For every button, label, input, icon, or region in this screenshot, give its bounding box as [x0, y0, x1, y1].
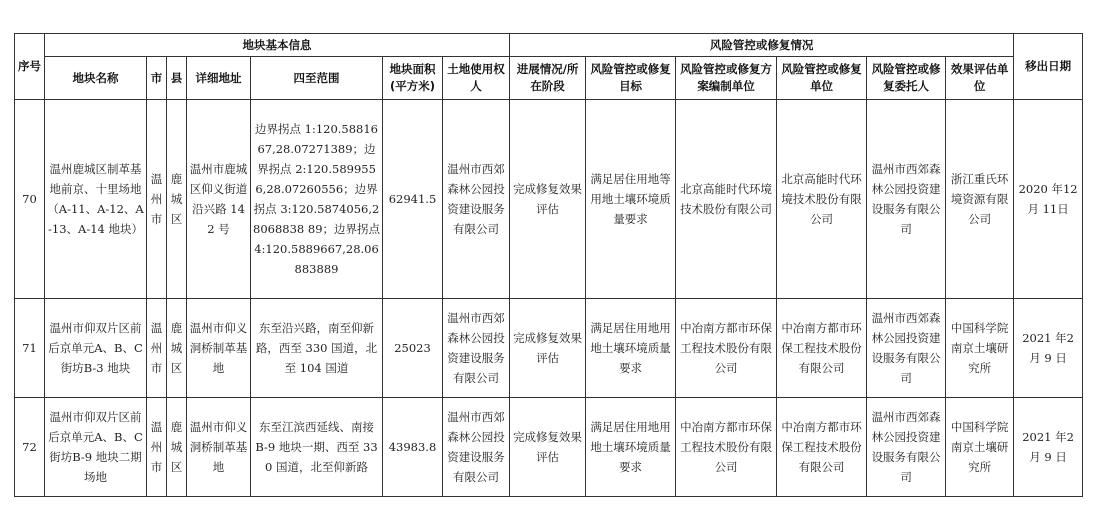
cell-area: 62941.5 — [383, 100, 443, 299]
header-site-name: 地块名称 — [45, 57, 147, 100]
cell-target: 满足居住用地等用地土壤环境质量要求 — [586, 100, 676, 299]
header-client: 风险管控或修复委托人 — [867, 57, 946, 100]
cell-stage: 完成修复效果评估 — [510, 100, 586, 299]
cell-stage: 完成修复效果评估 — [510, 398, 586, 497]
cell-client: 温州市西郊森林公园投资建设服务有限公司 — [867, 100, 946, 299]
cell-client: 温州市西郊森林公园投资建设服务有限公司 — [867, 299, 946, 398]
header-owner: 土地使用权人 — [443, 57, 510, 100]
cell-county: 鹿城区 — [167, 398, 187, 497]
header-group-risk: 风险管控或修复情况 — [510, 34, 1014, 57]
cell-city: 温州市 — [147, 398, 167, 497]
cell-eval-unit: 浙江重氏环境资源有限公司 — [946, 100, 1014, 299]
cell-target: 满足居住用地用地土壤环境质量要求 — [586, 299, 676, 398]
cell-address: 温州市仰义洞桥制革基地 — [187, 299, 251, 398]
cell-date: 2020 年12 月 11日 — [1014, 100, 1083, 299]
column-header-row — [15, 57, 1083, 100]
cell-owner: 温州市西郊森林公园投资建设服务有限公司 — [443, 299, 510, 398]
cell-boundary: 东至沿兴路，南至仰新路，西至 330 国道，北至 104 国道 — [251, 299, 383, 398]
table-row — [15, 299, 1083, 398]
cell-plan-unit: 中冶南方都市环保工程技术股份有限公司 — [676, 398, 777, 497]
cell-site-name: 温州鹿城区制革基地前京、十里场地（A-11、A-12、A-13、A-14 地块） — [45, 100, 147, 299]
table-row — [15, 100, 1083, 299]
table-row — [15, 398, 1083, 497]
group-header-row — [15, 34, 1083, 57]
cell-address: 温州市仰义洞桥制革基地 — [187, 398, 251, 497]
cell-seq: 72 — [15, 398, 45, 497]
cell-county: 鹿城区 — [167, 100, 187, 299]
cell-date: 2021 年2 月 9 日 — [1014, 299, 1083, 398]
header-repair-unit: 风险管控或修复单位 — [777, 57, 867, 100]
cell-plan-unit: 中冶南方都市环保工程技术股份有限公司 — [676, 299, 777, 398]
cell-area: 43983.8 — [383, 398, 443, 497]
cell-owner: 温州市西郊森林公园投资建设服务有限公司 — [443, 100, 510, 299]
cell-repair-unit: 中冶南方都市环保工程技术股份有限公司 — [777, 299, 867, 398]
cell-stage: 完成修复效果评估 — [510, 299, 586, 398]
header-address: 详细地址 — [187, 57, 251, 100]
cell-area: 25023 — [383, 299, 443, 398]
cell-seq: 70 — [15, 100, 45, 299]
header-stage: 进展情况/所在阶段 — [510, 57, 586, 100]
header-group-basic: 地块基本信息 — [45, 34, 510, 57]
header-boundary: 四至范围 — [251, 57, 383, 100]
header-county: 县 — [167, 57, 187, 100]
header-target: 风险管控或修复目标 — [586, 57, 676, 100]
header-city: 市 — [147, 57, 167, 100]
cell-city: 温州市 — [147, 299, 167, 398]
cell-boundary: 东至江滨西延线、南接 B-9 地块一期、西至 330 国道，北至仰新路 — [251, 398, 383, 497]
cell-site-name: 温州市仰双片区前后京单元A、B、C 街坊B-3 地块 — [45, 299, 147, 398]
header-area: 地块面积(平方米) — [383, 57, 443, 100]
cell-plan-unit: 北京高能时代环境技术股份有限公司 — [676, 100, 777, 299]
cell-boundary: 边界拐点 1:120.5881667,28.07271389；边界拐点 2:120.5899556,28.07260556；边界拐点 3:120.5874056,28068838 89；边界拐点4:120.5889667,28.06883889 — [251, 100, 383, 299]
header-seq: 序号 — [15, 34, 45, 100]
cell-eval-unit: 中国科学院南京土壤研究所 — [946, 299, 1014, 398]
header-eval-unit: 效果评估单位 — [946, 57, 1014, 100]
header-plan-unit: 风险管控或修复方案编制单位 — [676, 57, 777, 100]
cell-address: 温州市鹿城区仰义街道沿兴路 142 号 — [187, 100, 251, 299]
cell-date: 2021 年2 月 9 日 — [1014, 398, 1083, 497]
cell-owner: 温州市西郊森林公园投资建设服务有限公司 — [443, 398, 510, 497]
cell-repair-unit: 中冶南方都市环保工程技术股份有限公司 — [777, 398, 867, 497]
cell-city: 温州市 — [147, 100, 167, 299]
site-table — [14, 33, 1083, 497]
cell-repair-unit: 北京高能时代环境技术股份有限公司 — [777, 100, 867, 299]
cell-seq: 71 — [15, 299, 45, 398]
cell-target: 满足居住用地用地土壤环境质量要求 — [586, 398, 676, 497]
header-removal-date: 移出日期 — [1014, 34, 1083, 100]
cell-eval-unit: 中国科学院南京土壤研究所 — [946, 398, 1014, 497]
cell-county: 鹿城区 — [167, 299, 187, 398]
cell-site-name: 温州市仰双片区前后京单元A、B、C 街坊B-9 地块二期场地 — [45, 398, 147, 497]
cell-client: 温州市西郊森林公园投资建设服务有限公司 — [867, 398, 946, 497]
